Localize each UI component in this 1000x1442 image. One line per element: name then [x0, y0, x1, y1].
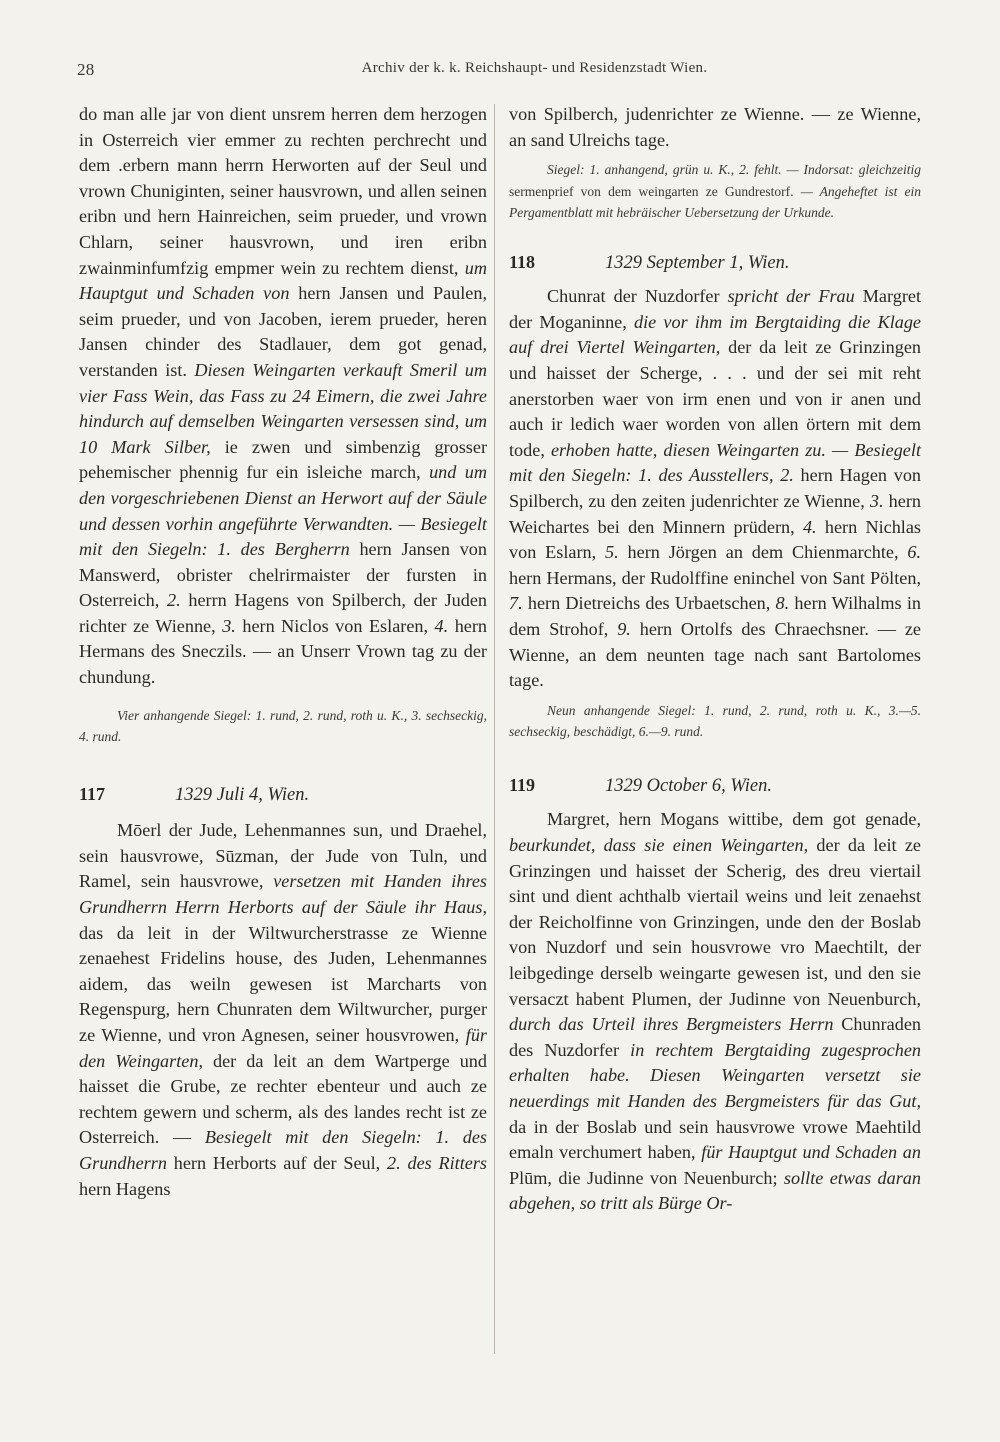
entry-number: 119	[509, 774, 536, 795]
entry-117-continuation: von Spilberch, judenrichter ze Wienne. — ze Wienne, an sand Ulreichs tage.	[509, 104, 921, 150]
entry-119-body: Margret, hern Mogans wittibe, dem got genade, beurkundet, dass sie einen Weingarten, der da leit ze Grinzingen und haisset der Scherig, des dreu viertail sint und dient achthalb viertail weins und leit zenaehst der Reicholfinne von Grinzingen, unde den der Boslab von Nuzdorf und sein housvrowe vro Maechtilt, der leibgedinge derselb weingarte gewesen ist, und den sie versaczt habent Plumen, der Judinne von Neuenburch, durch das Urteil ihres Bergmeisters Herrn Chunraden des Nuzdorfer in rechtem Bergtaiding zugesprochen erhalten habe. Diesen Weingarten versetzt sie neuerdings mit Handen des Bergmeisters für das Gut, da in der Boslab und sein hausvrowe vrowe Maehtild emaln verchumert haben, für Hauptgut und Schaden an Plūm, die Judinne von Neuenburch; sollte etwas daran abgehen, so tritt als Bürge Or-	[509, 809, 922, 1214]
entry-119-heading	[509, 773, 921, 800]
entry-117-heading	[79, 782, 487, 809]
entry-117-body: Mōerl der Jude, Lehenmannes sun, und Draehel, sein hausvrowe, Sūzman, der Jude von Tuln, und Ramel, sein hausvrowe, versetzen mit Handen ihres Grundherrn Herrn Herborts auf der Säule ihr Haus, das da leit in der Wiltwurcherstrasse ze Wienne zenaehest Fridelins house, des Juden, Lehenmannes aidem, das weiln gewesen ist Marcharts von Regenspurg, hern Chunraten dem Wiltwurcher, purger ze Wienne, und vron Agnesen, seiner housvrowen, für den Weingarten, der da leit an dem Wartperge und haisset die Grube, ze rechter ebenteur und auch ze rechtem gewern und scherm, als des landes recht ist ze Osterreich. — Besiegelt mit den Siegeln: 1. des Grundherrn hern Herborts auf der Seul, 2. des Ritters hern Hagens	[79, 820, 488, 1199]
entry-118-body: Chunrat der Nuzdorfer spricht der Frau Margret der Moganinne, die vor ihm im Bergtaiding die Klage auf drei Viertel Weingarten, der da leit ze Grinzingen und haisset der Scherge, . . . und der sei mit reht anerstorben waer von irm enen und von ir anen und auch ir ledich waer worden von allen örtern mit dem tode, erhoben hatte, diesen Weingarten zu. — Besiegelt mit den Siegeln: 1. des Ausstellers, 2. hern Hagen von Spilberch, zu den zeiten judenrichter ze Wienne, 3. hern Weichartes bei den Minnern prüdern, 4. hern Nichlas von Eslarn, 5. hern Jörgen an dem Chienmarchte, 6. hern Hermans, der Rudolffine eninchel von Sant Pölten, 7. hern Dietreichs des Urbaetschen, 8. hern Wilhalms in dem Strohof, 9. hern Ortolfs des Chraechsner. — ze Wienne, an dem neunten tage nach sant Bartolomes tage.	[509, 286, 922, 691]
entry-116-continuation: do man alle jar von dient unsrem herren dem herzogen in Osterreich vier emmer zu rechten perchrecht und dem .erbern mann herrn Herworten auf der Seul und vrown Chuniginten, seiner hausvrown, und allen seinen eribn und hern Hainreichen, seim prueder, und vrown Chlarn, seiner hausvrown, und iren eribn zwainminfumfzig empmer wein zu rechtem dienst, um Hauptgut und Schaden von hern Jansen und Paulen, seim prueder, und von Jacoben, ierem prueder, heren Jansen chinder des Stadlauer, dem got genad, verstanden ist. Diesen Weingarten verkauft Smeril um vier Fass Wein, das Fass zu 24 Eimern, die zwei Jahre hindurch auf demselben Weingarten versessen sind, um 10 Mark Silber, ie zwen und simbenzig grosser pehemischer phennig fur ein isleiche march, und um den vorgeschriebenen Dienst an Herwort auf der Säule und dessen vorhin angeführte Verwandten. — Besiegelt mit den Siegeln: 1. des Bergherrn hern Jansen von Manswerd, obrister chelrirmaister der fursten in Osterreich, 2. herrn Hagens von Spilberch, der Juden richter ze Wienne, 3. hern Niclos von Eslaren, 4. hern Hermans des Sneczils. — an Unserr Vrown tag zu der chundung.	[79, 104, 488, 688]
page-number: 28	[77, 60, 95, 79]
entry-118-heading	[509, 250, 921, 277]
left-column	[79, 102, 487, 1202]
running-header	[77, 60, 922, 84]
right-column	[509, 102, 921, 1217]
running-title: Archiv der k. k. Reichshaupt- und Residenzstadt Wien.	[361, 60, 708, 76]
seal-note-117: Siegel: 1. anhangend, grün u. K., 2. fehlt. — Indorsat: gleichzeitig sermenprief von dem weingarten ze Gundrestorf. — Angeheftet ist ein Pergamentblatt mit hebräischer Uebersetzung der Urkunde.	[509, 162, 922, 221]
seal-note-116: Vier anhangende Siegel: 1. rund, 2. rund, roth u. K., 3. sechseckig, 4. rund.	[79, 707, 487, 745]
entry-date: 1329 October 6, Wien.	[605, 775, 772, 796]
entry-date: 1329 September 1, Wien.	[605, 252, 790, 273]
entry-number: 118	[509, 251, 536, 272]
seal-note-118: Neun anhangende Siegel: 1. rund, 2. rund, roth u. K., 3.—5. sechseckig, beschädigt, 6.—9. rund.	[509, 702, 921, 740]
entry-number: 117	[79, 783, 106, 804]
column-divider	[494, 104, 495, 1354]
entry-date: 1329 Juli 4, Wien.	[175, 784, 310, 805]
